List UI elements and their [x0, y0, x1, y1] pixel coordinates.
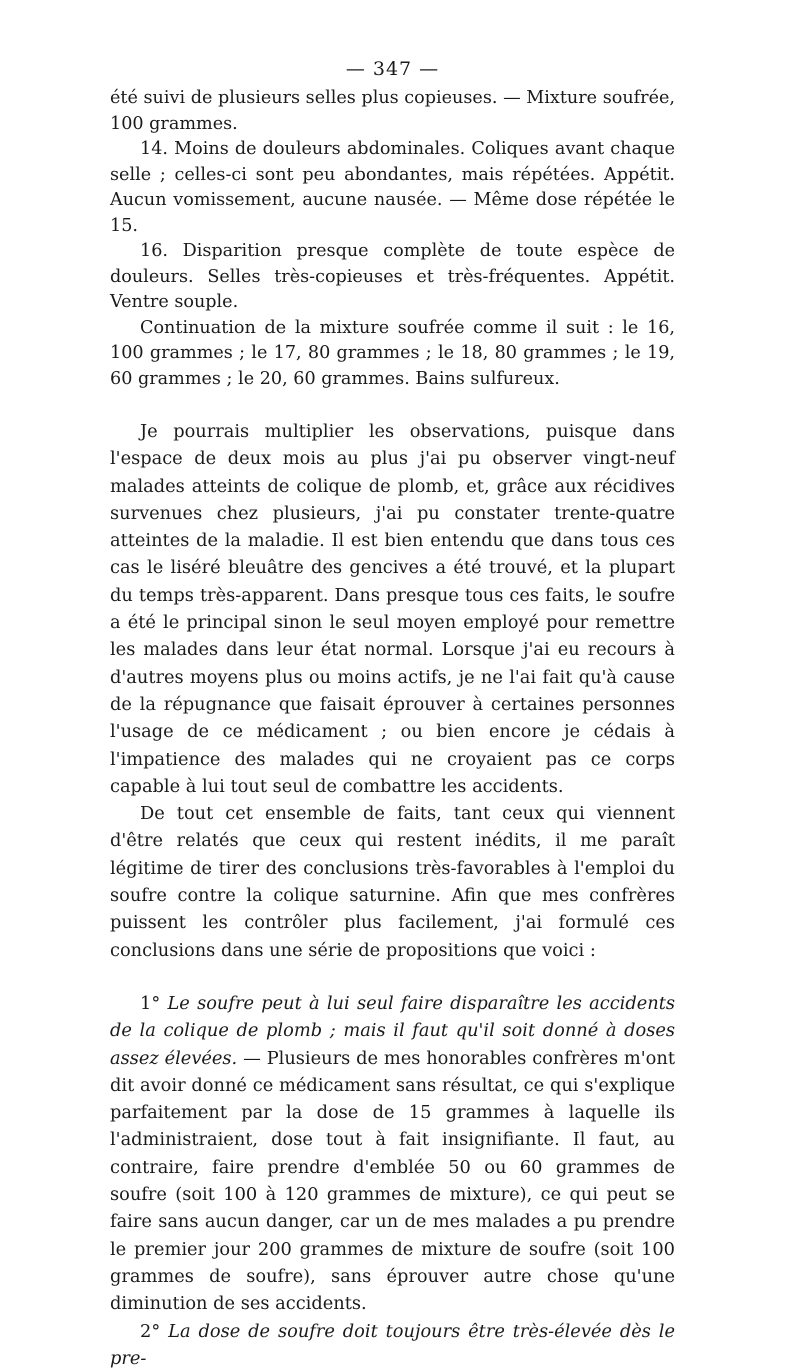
proposition-1-text: — Plusieurs de mes honorables confrères m'ont dit avoir donné ce médicament sans résultat, ce qui s'explique parfaitement par la dose de 15 grammes à laquelle ils l'administraient, dose tout à fait insignifiante. Il faut, au contraire, faire prendre d'emblée 50 ou 60 grammes de soufre (soit 100 à 120 grammes de mixture), ce qui peut se faire sans aucun danger, car un de mes malades a pu prendre le premier jour 200 grammes de mixture de soufre (soit 100 grammes de soufre), sans éprouver autre chose qu'une diminution de ses accidents. [110, 1048, 675, 1315]
proposition-2-number: 2° [140, 1321, 160, 1342]
page-number: — 347 — [110, 58, 675, 80]
proposition-2 [110, 1318, 675, 1372]
propositions [110, 990, 675, 1372]
proposition-1-statement: Le soufre peut à lui seul faire disparaître les accidents de la colique de plomb ; mais il faut qu'il soit donné à doses assez élevées. [110, 993, 675, 1069]
case-note-day-14: 14. Moins de douleurs abdominales. Coliques avant chaque selle ; celles-ci sont peu abondantes, mais répétées. Appétit. Aucun vomissement, aucune nausée. — Même dose répétée le 15. [110, 137, 675, 239]
proposition-1-number: 1° [140, 993, 160, 1014]
book-page [110, 58, 675, 1372]
case-notes [110, 86, 675, 392]
case-note-day-16: 16. Disparition presque complète de toute espèce de douleurs. Selles très-copieuses et très-fréquentes. Appétit. Ventre souple. [110, 239, 675, 316]
proposition-2-statement: La dose de soufre doit toujours être très-élevée dès le pre- [110, 1321, 675, 1369]
section-gap [110, 392, 675, 418]
proposition-1 [110, 990, 675, 1318]
paragraph-observations: Je pourrais multiplier les observations, puisque dans l'espace de deux mois au plus j'ai pu observer vingt-neuf malades atteints de colique de plomb, et, grâce aux récidives survenues chez plusieurs, j'ai pu constater trente-quatre atteintes de la maladie. Il est bien entendu que dans tous ces cas le liséré bleuâtre des gencives a été trouvé, et la plupart du temps très-apparent. Dans presque tous ces faits, le soufre a été le principal sinon le seul moyen employé pour remettre les malades dans leur état normal. Lorsque j'ai eu recours à d'autres moyens plus ou moins actifs, je ne l'ai fait qu'à cause de la répugnance que faisait éprouver à certaines personnes l'usage de ce médicament ; ou bien encore je cédais à l'impatience des malades qui ne croyaient pas ce corps capable à lui tout seul de combattre les accidents. [110, 418, 675, 800]
main-text [110, 418, 675, 964]
case-note-continuation: Continuation de la mixture soufrée comme il suit : le 16, 100 grammes ; le 17, 80 grammes ; le 18, 80 grammes ; le 19, 60 grammes ; le 20, 60 grammes. Bains sulfureux. [110, 316, 675, 393]
case-note-line: été suivi de plusieurs selles plus copieuses. — Mixture soufrée, 100 grammes. [110, 86, 675, 137]
section-gap [110, 964, 675, 990]
paragraph-conclusions: De tout cet ensemble de faits, tant ceux qui viennent d'être relatés que ceux qui restent inédits, il me paraît légitime de tirer des conclusions très-favorables à l'emploi du soufre contre la colique saturnine. Afin que mes confrères puissent les contrôler plus facilement, j'ai formulé ces conclusions dans une série de propositions que voici : [110, 800, 675, 964]
